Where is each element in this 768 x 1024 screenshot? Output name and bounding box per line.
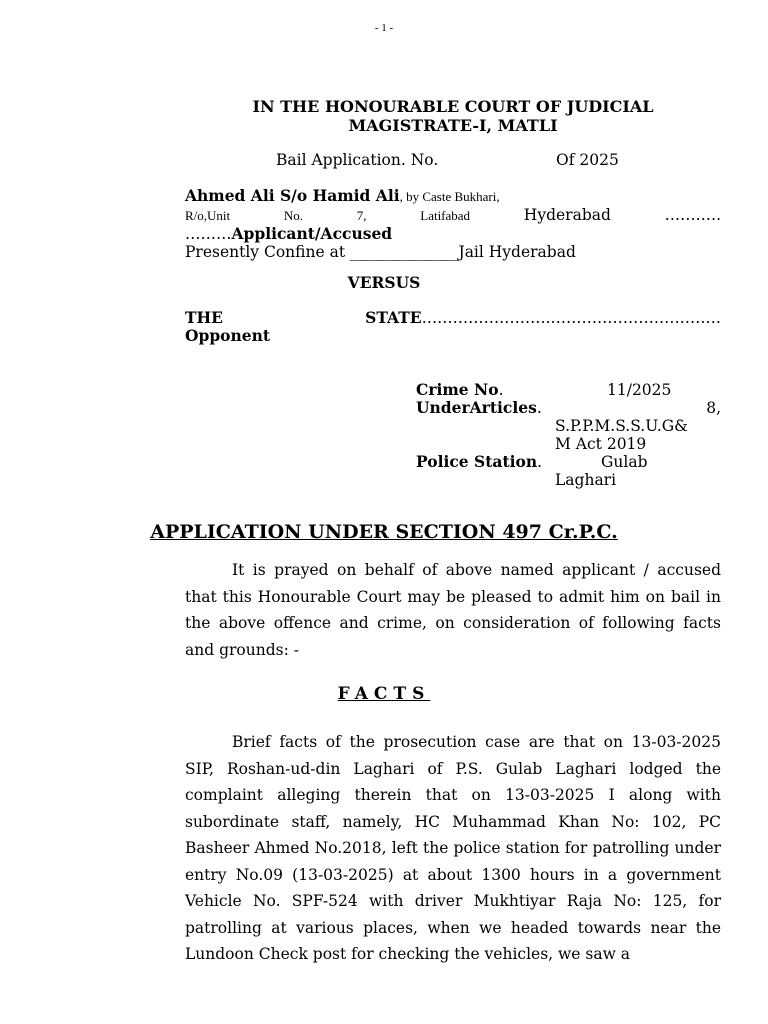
address-dots: …….…. (664, 206, 721, 224)
address-word-2: No. (283, 208, 304, 223)
applicant-block (185, 187, 721, 261)
address-word-4: Latifabad (420, 208, 471, 223)
bail-application-label: Bail Application. No. (276, 151, 439, 169)
articles-value-3: M Act 2019 (555, 435, 647, 453)
address-word-3: 7, (356, 208, 367, 223)
applicant-address-line (185, 206, 721, 225)
crime-no-label: Crime No (416, 380, 499, 399)
state-word: STATE (365, 308, 422, 327)
applicant-caste: , by Caste Bukhari, (399, 189, 500, 204)
facts-paragraph (185, 729, 721, 968)
applicant-confine-line: Presently Confine at ______________Jail Hyderabad (185, 243, 576, 261)
bail-application-line (276, 151, 636, 170)
versus-heading: VERSUS (347, 273, 421, 292)
crime-details: Crime No. 11/2025 UnderArticles. 8, S.P.P.M.S.S.U.G& M Act 2019 Police Station. Gulab Laghari (416, 380, 721, 489)
court-title (210, 97, 696, 135)
police-station-value-2: Laghari (555, 471, 617, 489)
opponent-role: Opponent (185, 326, 271, 345)
court-title-line-2: MAGISTRATE-I, MATLI (348, 116, 558, 135)
prayer-paragraph (185, 557, 721, 663)
facts-heading: FACTS (337, 684, 431, 704)
prayer-text: It is prayed on behalf of above named applicant / accused that this Honourable Court may be pleased to admit him on bail in the above offence and crime, on consideration of following facts and grounds: - (185, 561, 721, 659)
applicant-name: Ahmed Ali S/o Hamid Ali (185, 186, 400, 205)
bail-year: Of 2025 (556, 151, 619, 169)
applicant-dots: ……… (185, 225, 232, 243)
state-dots: …………………….…………………………… (421, 309, 721, 327)
state-the: THE (185, 308, 223, 327)
crime-no-value: 11/2025 (607, 381, 672, 399)
address-word-1: R/o,Unit (185, 208, 231, 223)
facts-text: Brief facts of the prosecution case are that on 13-03-2025 SIP, Roshan-ud-din Laghari of P.S. Gulab Laghari lodged the complaint alleging therein that on 13-03-2025 I along with subordinate staff, namely, HC Muhammad Khan No: 102, PC Basheer Ahmed No.2018, left the police station for patrolling under entry No.09 (13-03-2025) at about 1300 hours in a government Vehicle No. SPF-524 with driver Mukhtiyar Raja No: 125, for patrolling at various places, when we headed towards near the Lundoon Check post for checking the vehicles, we saw a (185, 733, 721, 963)
articles-label: UnderArticles (416, 398, 537, 417)
applicant-role: Applicant/Accused (231, 224, 393, 243)
police-station-label: Police Station (416, 452, 538, 471)
court-title-line-1: IN THE HONOURABLE COURT OF JUDICIAL (252, 97, 654, 116)
page-number: - 1 - (374, 22, 394, 34)
application-heading: APPLICATION UNDER SECTION 497 Cr.P.C. (150, 521, 618, 543)
articles-value-2: S.P.P.M.S.S.U.G& (555, 417, 688, 435)
police-station-value-1: Gulab (601, 453, 648, 471)
address-city: Hyderabad (523, 206, 611, 224)
opponent-block (185, 309, 721, 345)
articles-value-1: 8, (706, 399, 721, 417)
